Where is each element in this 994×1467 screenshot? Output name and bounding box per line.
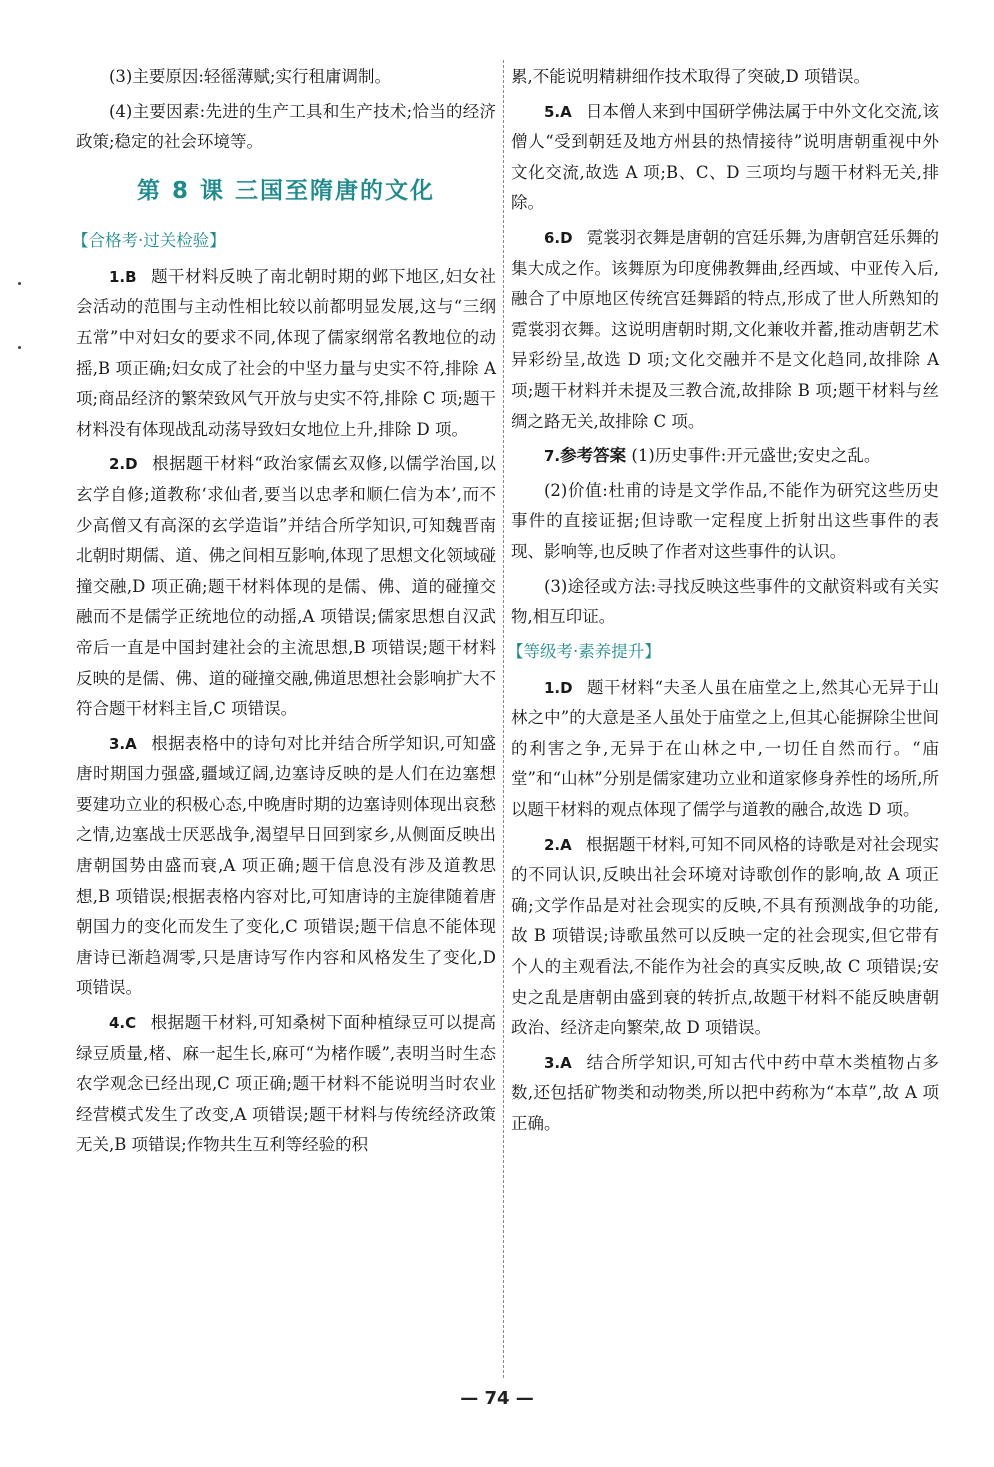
lesson-title: 第 8 课 三国至隋唐的文化 — [136, 177, 436, 204]
margin-dot — [18, 282, 21, 285]
item-number: 4. — [109, 1014, 126, 1033]
item-answer: A — [560, 835, 572, 854]
answer-text: (3)主要原因:轻徭薄赋;实行租庸调制。 — [109, 67, 391, 86]
left-column — [72, 62, 496, 1165]
answer-item — [76, 262, 496, 446]
item-answer: A — [560, 102, 572, 121]
margin-dot — [18, 346, 21, 349]
item-number: 3. — [109, 734, 126, 753]
item-number: 2. — [109, 455, 126, 474]
item-number: 1. — [544, 678, 561, 697]
item-explanation: (1)历史事件:开元盛世;安史之乱。 — [631, 446, 881, 466]
item-number: 3. — [544, 1053, 561, 1072]
page-number: — 74 — — [460, 1388, 534, 1409]
item-explanation: 日本僧人来到中国研学佛法属于中外文化交流,该僧人“受到朝廷及地方州县的热情接待”说明唐朝重视中外文化交流,故选 A 项;B、C、D 三项均与题干材料无关,排除。 — [511, 101, 939, 213]
answer-item — [76, 449, 496, 724]
answer-item — [76, 1008, 496, 1161]
item-answer: B — [125, 267, 137, 286]
reference-answer-label: 参考答案 — [560, 446, 627, 466]
item-explanation: 题干材料反映了南北朝时期的邺下地区,妇女社会活动的范围与主动性相比较以前都明显发展,这与“三纲五常”中对妇女的要求不同,体现了儒家纲常名教地位的动摇,B 项正确;妇女成了社会的中坚力量与史实不符,排除 A 项;商品经济的繁荣致风气开放与史实不符,排除 C 项;题干材料没有体现战乱动荡导致妇女地位上升,排除 D 项。 — [76, 266, 496, 439]
item-answer: D — [560, 228, 573, 247]
item-explanation: 霓裳羽衣舞是唐朝的宫廷乐舞,为唐朝宫廷乐舞的集大成之作。该舞原为印度佛教舞曲,经西域、中亚传入后,融合了中原地区传统宫廷舞蹈的特点,形成了世人所熟知的霓裳羽衣舞。这说明唐朝时期,文化兼收并蓄,推动唐朝艺术异彩纷呈,故选 D 项;文化交融并不是文化趋同,故排除 A 项;题干材料并未提及三教合流,故排除 B 项;题干材料与丝绸之路无关,故排除 C 项。 — [511, 227, 939, 431]
answer-text: (4)主要因素:先进的生产工具和生产技术;恰当的经济政策;稳定的社会环境等。 — [76, 101, 496, 152]
section-heading: 【合格考·过关检验】 — [72, 230, 226, 250]
item-explanation: 题干材料“夫圣人虽在庙堂之上,然其心无异于山林之中”的大意是圣人虽处于庙堂之上,但其心能摒除尘世间的利害之争,无异于在山林之中,一切任自然而行。“庙堂”和“山林”分别是儒家建功立业和道家修身养性的场所,所以题干材料的观点体现了儒学与道教的融合,故选 D 项。 — [511, 677, 939, 820]
item-answer: D — [125, 455, 138, 474]
section-heading: 【等级考·素养提升】 — [507, 641, 661, 661]
answer-item — [511, 223, 939, 437]
item-explanation: 结合所学知识,可知古代中药中草木类植物占多数,还包括矿物类和动物类,所以把中药称为“本草”,故 A 项正确。 — [511, 1052, 939, 1133]
item-explanation: 根据题干材料,可知桑树下面种植绿豆可以提高绿豆质量,楮、麻一起生长,麻可“为楮作暖”,表明当时生态农学观念已经出现,C 项正确;题干材料不能说明当时农业经营模式发生了改变,A 项错误;题干材料与传统经济政策无关,B 项错误;作物共生互利等经验的积 — [76, 1013, 496, 1155]
answer-item — [511, 830, 939, 1044]
item-answer: C — [125, 1014, 137, 1033]
item-answer: A — [560, 1053, 572, 1072]
item-answer: D — [560, 678, 573, 697]
answer-item — [76, 729, 496, 1004]
item-number: 6. — [544, 228, 561, 247]
answer-item — [511, 97, 939, 219]
column-divider — [503, 60, 504, 1378]
answer-subitem: (2)价值:杜甫的诗是文学作品,不能作为研究这些历史事件的直接证据;但诗歌一定程度上折射出这些事件的表现、影响等,也反映了作者对这些事件的认识。 — [511, 480, 939, 561]
item-explanation: 根据题干材料“政治家儒玄双修,以儒学治国,以玄学自修;道教称‘求仙者,要当以忠孝和顺仁信为本’,而不少高僧又有高深的玄学造诣”并结合所学知识,可知魏晋南北朝时期儒、道、佛之间相互影响,体现了思想文化领域碰撞交融,D 项正确;题干材料体现的是儒、佛、道的碰撞交融而不是儒学正统地位的动摇,A 项错误;儒家思想自汉武帝后一直是中国封建社会的主流思想,B 项错误;题干材料反映的是儒、佛、道的碰撞交融,佛道思想社会影响扩大不符合题干材料主旨,C 项错误。 — [76, 454, 496, 719]
item-number: 5. — [544, 102, 561, 121]
right-column — [507, 62, 939, 1144]
answer-subitem: (3)途径或方法:寻找反映这些事件的文献资料或有关实物,相互印证。 — [511, 576, 939, 627]
item-explanation: 根据题干材料,可知不同风格的诗歌是对社会现实的不同认识,反映出社会环境对诗歌创作的影响,故 A 项正确;文学作品是对社会现实的反映,不具有预测战争的功能,故 B 项错误;诗歌虽然可以反映一定的社会现实,但它带有个人的主观看法,不能作为社会的真实反映,故 C 项错误;安史之乱是唐朝由盛到衰的转折点,故题干材料不能反映唐朝政治、经济走向繁荣,故 D 项错误。 — [511, 834, 939, 1038]
item-number: 1. — [109, 267, 126, 286]
answer-item — [511, 673, 939, 826]
answer-item — [511, 1048, 939, 1140]
continuation-text: 累,不能说明精耕细作技术取得了突破,D 项错误。 — [511, 67, 870, 86]
answer-item — [511, 441, 939, 472]
item-number: 2. — [544, 835, 561, 854]
item-answer: A — [125, 734, 137, 753]
item-explanation: 根据表格中的诗句对比并结合所学知识,可知盛唐时期国力强盛,疆域辽阔,边塞诗反映的是人们在边塞想要建功立业的积极心态,中晚唐时期的边塞诗则体现出哀愁之情,边塞战士厌恶战争,渴望早日回到家乡,从侧面反映出唐朝国势由盛而衰,A 项正确;题干信息没有涉及道教思想,B 项错误;根据表格内容对比,可知唐诗的主旋律随着唐朝国力的变化而发生了变化,C 项错误;题干信息不能体现唐诗已渐趋凋零,只是唐诗写作内容和风格发生了变化,D 项错误。 — [76, 733, 496, 998]
item-number: 7. — [544, 447, 561, 466]
